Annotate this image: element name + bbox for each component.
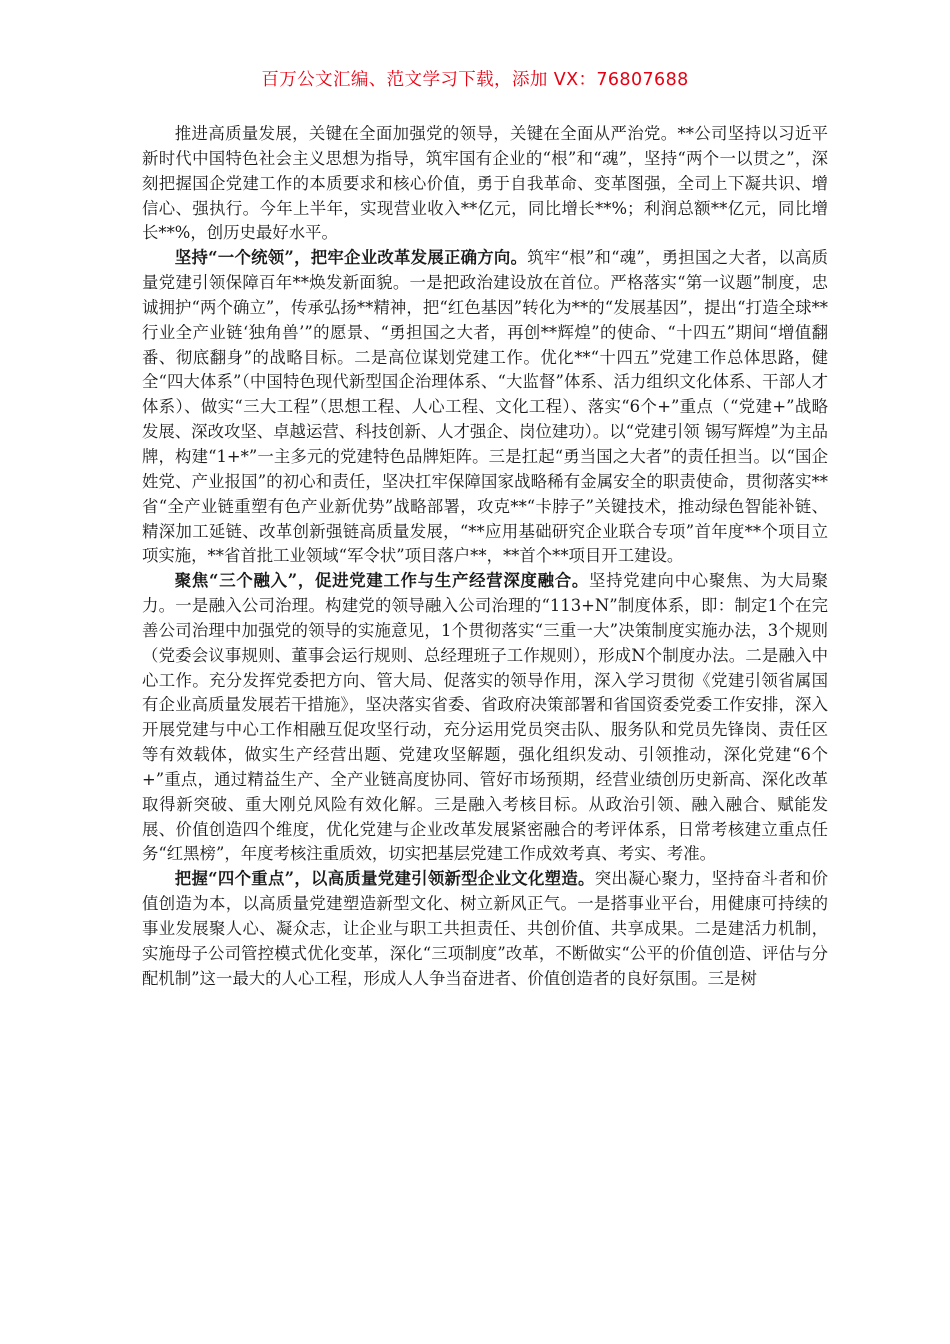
- paragraph-intro: [142, 122, 828, 246]
- section-heading: 坚持“一个统领”，把牢企业改革发展正确方向。: [174, 248, 528, 268]
- paragraph-text: 坚持党建向中心聚焦、为大局聚力。一是融入公司治理。构建党的领导融入公司治理的“113+N”制度体系，即：制定1个在完善公司治理中加强党的领导的实施意见，1个贯彻落实“三重一大”决策制度实施办法，3个规则（党委会议事规则、董事会运行规则、总经理班子工作规则），形成N个制度办法。二是融入中心工作。充分发挥党委把方向、管大局、促落实的领导作用，深入学习贯彻《党建引领省属国有企业高质量发展若干措施》，坚决落实省委、省政府决策部署和省国资委党委工作安排，深入开展党建与中心工作相融互促攻坚行动，充分运用党员突击队、服务队和党员先锋岗、责任区等有效载体，做实生产经营出题、党建攻坚解题，强化组织发动、引领推动，深化党建“6个+”重点，通过精益生产、全产业链高度协同、管好市场预期，经营业绩创历史新高、深化改革取得新突破、重大刚兑风险有效化解。三是融入考核目标。从政治引领、融入融合、赋能发展、价值创造四个维度，优化党建与企业改革发展紧密融合的考评体系，日常考核建立重点任务“红黑榜”，年度考核注重质效，切实把基层党建工作成效考真、考实、考准。: [142, 571, 829, 864]
- section-heading: 把握“四个重点”，以高质量党建引领新型企业文化塑造。: [174, 869, 595, 889]
- watermark-banner: 百万公文汇编、范文学习下载，添加 VX：76807688: [261, 70, 689, 90]
- paragraph-text: 突出凝心聚力，坚持奋斗者和价值创造为本，以高质量党建塑造新型文化、树立新风正气。一是搭事业平台，用健康可持续的事业发展聚人心、凝众志，让企业与职工共担责任、共创价值、共享成果。二是建活力机制，实施母子公司管控模式优化变革，深化“三项制度”改革，不断做实“公平的价值创造、评估与分配机制”这一最大的人心工程，形成人人争当奋进者、价值创造者的良好氛围。三是树: [142, 869, 829, 988]
- paragraph-section-1: [142, 246, 828, 569]
- paragraph-text: 推进高质量发展，关键在全面加强党的领导，关键在全面从严治党。**公司坚持以习近平新时代中国特色社会主义思想为指导，筑牢国有企业的“根”和“魂”，坚持“两个一以贯之”，深刻把握国企党建工作的本质要求和核心价值，勇于自我革命、变革图强，全司上下凝共识、增信心、强执行。今年上半年，实现营业收入**亿元，同比增长**%；利润总额**亿元，同比增长**%，创历史最好水平。: [142, 124, 828, 243]
- paragraph-section-2: [142, 569, 828, 867]
- paragraph-section-3: [142, 867, 828, 991]
- section-heading: 聚焦“三个融入”，促进党建工作与生产经营深度融合。: [174, 571, 589, 591]
- article-body: [142, 122, 828, 992]
- paragraph-text: 筑牢“根”和“魂”，勇担国之大者，以高质量党建引领保障百年**焕发新面貌。一是把政治建设放在首位。严格落实“第一议题”制度，忠诚拥护“两个确立”，传承弘扬**精神，把“红色基因”转化为**的“发展基因”，提出“打造全球**行业全产业链‘独角兽’”的愿景、“勇担国之大者，再创**辉煌”的使命、“十四五”期间“增值翻番、彻底翻身”的战略目标。二是高位谋划党建工作。优化**“十四五”党建工作总体思路，健全“四大体系”（中国特色现代新型国企治理体系、“大监督”体系、活力组织文化体系、干部人才体系）、做实“三大工程”（思想工程、人心工程、文化工程）、落实“6个+”重点（“党建+”战略发展、深改攻坚、卓越运营、科技创新、人才强企、岗位建功）。以“党建引领 锡写辉煌”为主品牌，构建“1+*”一主多元的党建特色品牌矩阵。三是扛起“勇当国之大者”的责任担当。以“国企姓党、产业报国”的初心和责任，坚决扛牢保障国家战略稀有金属安全的职责使命，贯彻落实**省“全产业链重塑有色产业新优势”战略部署，攻克**“卡脖子”关键技术，推动绿色智能补链、精深加工延链、改革创新强链高质量发展，“**应用基础研究企业联合专项”首年度**个项目立项实施，**省首批工业领域“军令状”项目落户**，**首个**项目开工建设。: [142, 248, 828, 566]
